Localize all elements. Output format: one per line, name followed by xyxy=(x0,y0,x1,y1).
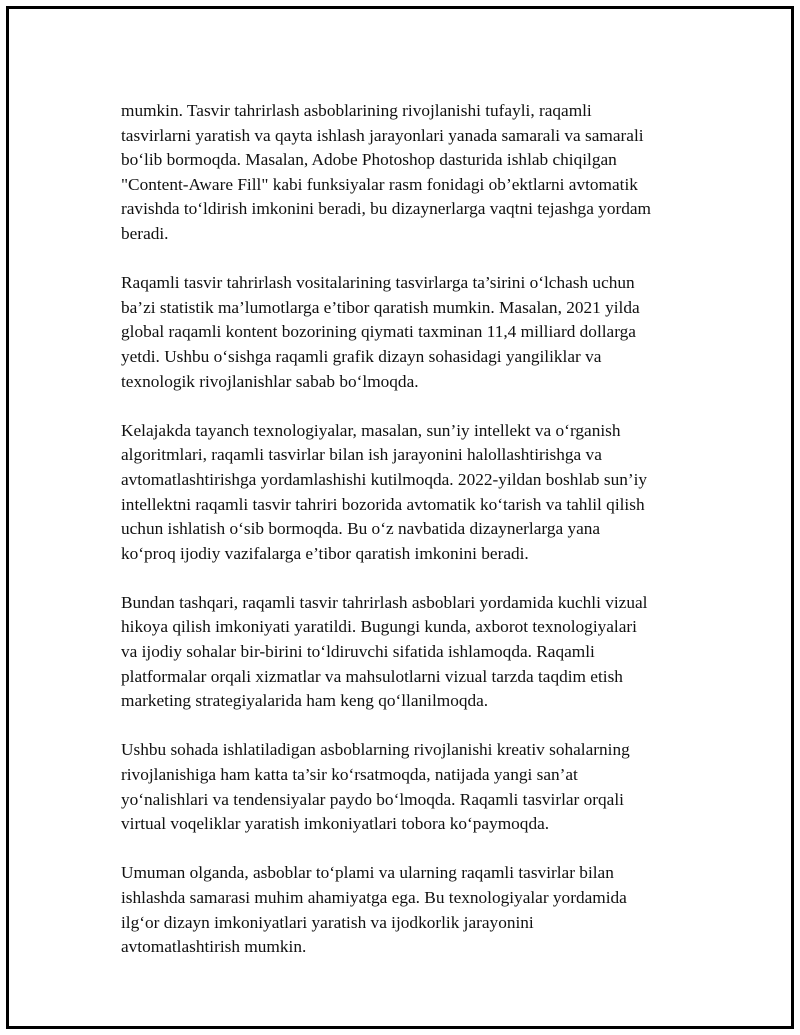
paragraph-6 xyxy=(121,861,701,959)
text-line: texnologik rivojlanishlar sabab bo‘lmoqda. xyxy=(121,371,419,391)
text-line: rivojlanishiga ham katta ta’sir ko‘rsatmoqda, natijada yangi san’at xyxy=(121,765,578,785)
text-line: yo‘nalishlari va tendensiyalar paydo bo‘lmoqda. Raqamli tasvirlar orqali xyxy=(121,789,624,809)
text-line: "Content-Aware Fill" kabi funksiyalar rasm fonidagi ob’ektlarni avtomatik xyxy=(121,174,638,194)
text-line: Kelajakda tayanch texnologiyalar, masalan, sun’iy intellekt va o‘rganish xyxy=(121,420,621,440)
text-line: avtomatlashtirish mumkin. xyxy=(121,937,307,957)
text-line: global raqamli kontent bozorining qiymati taxminan 11,4 milliard dollarga xyxy=(121,322,636,342)
text-line: platformalar orqali xizmatlar va mahsulotlarni vizual tarzda taqdim etish xyxy=(121,666,623,686)
text-line: beradi. xyxy=(121,223,169,243)
paragraph-3 xyxy=(121,419,701,567)
text-line: hikoya qilish imkoniyati yaratildi. Bugungi kunda, axborot texnologiyalari xyxy=(121,617,637,637)
paragraph-2 xyxy=(121,271,701,394)
text-line: bo‘lib bormoqda. Masalan, Adobe Photoshop dasturida ishlab chiqilgan xyxy=(121,150,617,170)
text-line: Ushbu sohada ishlatiladigan asboblarning rivojlanishi kreativ sohalarning xyxy=(121,740,630,760)
text-line: ba’zi statistik ma’lumotlarga e’tibor qaratish mumkin. Masalan, 2021 yilda xyxy=(121,297,640,317)
text-line: Umuman olganda, asboblar to‘plami va ularning raqamli tasvirlar bilan xyxy=(121,863,614,883)
text-line: marketing strategiyalarida ham keng qo‘llanilmoqda. xyxy=(121,691,489,711)
paragraph-5 xyxy=(121,738,701,836)
page-frame xyxy=(6,6,794,1029)
text-line: ilg‘or dizayn imkoniyatlari yaratish va ijodkorlik jarayonini xyxy=(121,912,534,932)
paragraph-4 xyxy=(121,591,701,714)
text-line: uchun ishlatish o‘sib bormoqda. Bu o‘z navbatida dizaynerlarga yana xyxy=(121,519,601,539)
text-line: Bundan tashqari, raqamli tasvir tahrirlash asboblari yordamida kuchli vizual xyxy=(121,592,648,612)
text-line: mumkin. Tasvir tahrirlash asboblarining rivojlanishi tufayli, raqamli xyxy=(121,101,592,120)
text-line: va ijodiy sohalar bir-birini to‘ldiruvchi sifatida ishlamoqda. Raqamli xyxy=(121,642,595,662)
document-body xyxy=(121,99,701,960)
text-line: yetdi. Ushbu o‘sishga raqamli grafik dizayn sohasidagi yangiliklar va xyxy=(121,346,602,366)
text-line: ko‘proq ijodiy vazifalarga e’tibor qaratish imkonini beradi. xyxy=(121,543,529,563)
text-line: virtual voqeliklar yaratish imkoniyatlari tobora ko‘paymoqda. xyxy=(121,814,550,834)
text-line: ravishda to‘ldirish imkonini beradi, bu dizaynerlarga vaqtni tejashga yordam xyxy=(121,199,651,219)
text-line: intellektni raqamli tasvir tahriri bozorida avtomatik ko‘tarish va tahlil qilish xyxy=(121,494,645,514)
text-line: tasvirlarni yaratish va qayta ishlash jarayonlari yanada samarali va samarali xyxy=(121,125,644,145)
text-line: avtomatlashtirishga yordamlashishi kutilmoqda. 2022-yildan boshlab sun’iy xyxy=(121,469,648,489)
text-line: ishlashda samarasi muhim ahamiyatga ega. Bu texnologiyalar yordamida xyxy=(121,888,627,907)
paragraph-1 xyxy=(121,99,701,247)
text-line: algoritmlari, raqamli tasvirlar bilan ish jarayonini halollashtirishga va xyxy=(121,445,602,465)
text-line: Raqamli tasvir tahrirlash vositalarining tasvirlarga ta’sirini o‘lchash uchun xyxy=(121,273,635,293)
